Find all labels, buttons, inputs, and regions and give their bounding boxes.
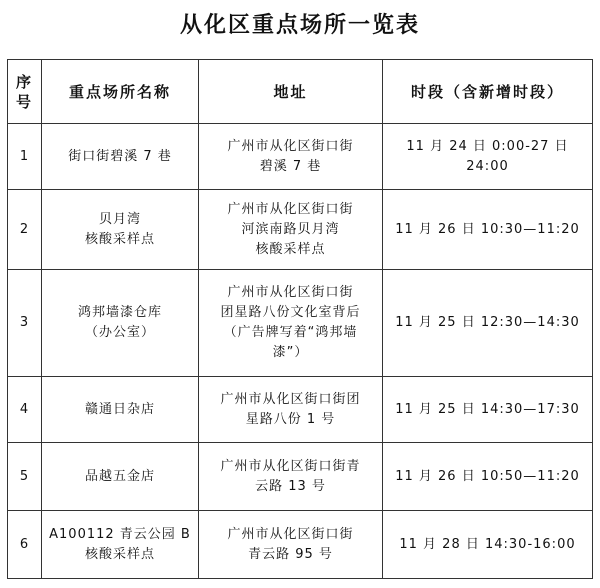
header-seq: 序 号 — [8, 60, 42, 124]
place-period: 11 月 26 日 10:30—11:20 — [383, 190, 593, 270]
place-name: A100112 青云公园 B 核酸采样点 — [42, 511, 199, 579]
place-address: 广州市从化区街口街 碧溪 7 巷 — [199, 124, 383, 190]
table-row — [8, 190, 593, 270]
key-places-table — [7, 59, 593, 579]
place-period: 11 月 25 日 12:30—14:30 — [383, 270, 593, 377]
row-number: 1 — [8, 124, 42, 190]
page-title: 从化区重点场所一览表 — [179, 12, 420, 38]
row-number: 6 — [8, 511, 42, 579]
table-row — [8, 270, 593, 377]
place-period: 11 月 26 日 10:50—11:20 — [383, 443, 593, 511]
table-row — [8, 443, 593, 511]
place-name: 贝月湾 核酸采样点 — [42, 190, 199, 270]
place-name: 品越五金店 — [42, 443, 199, 511]
place-period: 11 月 25 日 14:30—17:30 — [383, 377, 593, 443]
place-address: 广州市从化区街口街团 星路八份 1 号 — [199, 377, 383, 443]
place-name: 赣通日杂店 — [42, 377, 199, 443]
place-name: 鸿邦墙漆仓库 （办公室） — [42, 270, 199, 377]
row-number: 5 — [8, 443, 42, 511]
row-number: 3 — [8, 270, 42, 377]
place-name: 街口街碧溪 7 巷 — [42, 124, 199, 190]
place-period: 11 月 24 日 0:00-27 日 24:00 — [383, 124, 593, 190]
place-address: 广州市从化区街口街 团星路八份文化室背后 （广告牌写着“鸿邦墙 漆”） — [199, 270, 383, 377]
table-row — [8, 377, 593, 443]
table-header-row — [8, 60, 593, 124]
table-row — [8, 511, 593, 579]
header-period: 时段（含新增时段） — [383, 60, 593, 124]
header-address: 地址 — [199, 60, 383, 124]
header-name: 重点场所名称 — [42, 60, 199, 124]
place-address: 广州市从化区街口街 河滨南路贝月湾 核酸采样点 — [199, 190, 383, 270]
place-address: 广州市从化区街口街 青云路 95 号 — [199, 511, 383, 579]
place-address: 广州市从化区街口街青 云路 13 号 — [199, 443, 383, 511]
row-number: 2 — [8, 190, 42, 270]
row-number: 4 — [8, 377, 42, 443]
table-row — [8, 124, 593, 190]
place-period: 11 月 28 日 14:30-16:00 — [383, 511, 593, 579]
